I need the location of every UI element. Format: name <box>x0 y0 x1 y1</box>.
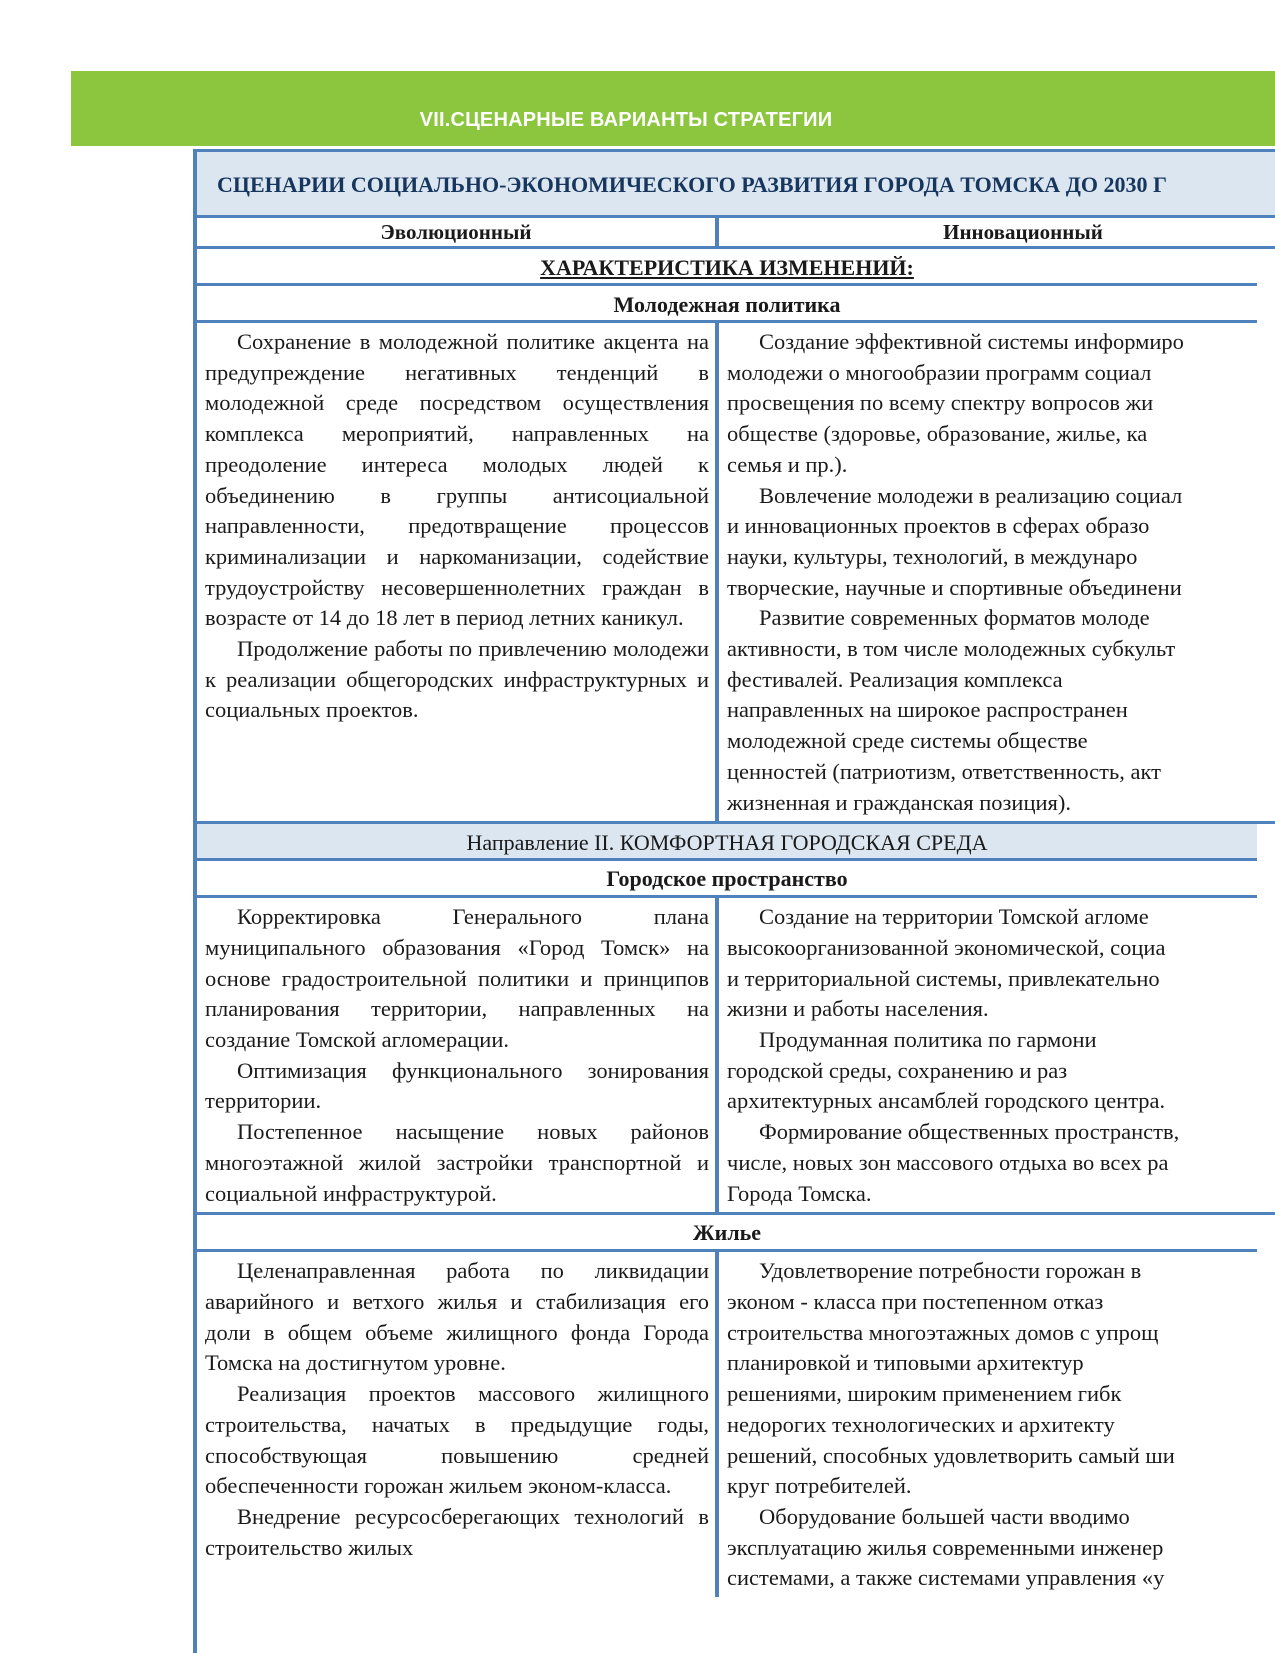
text-line: фестивалей. Реализация комплекса <box>727 666 1063 692</box>
paragraph: Корректировка Генерального плана муниципального образования «Город Томск» на основе градостроительной политики и принципов планирования территории, направленных на создание Томской агломерации. <box>205 904 709 1053</box>
changes-heading: ХАРАКТЕРИСТИКА ИЗМЕНЕНИЙ: <box>197 249 1257 286</box>
text-line: Создание на территории Томской агломе <box>759 904 1149 930</box>
text-line: просвещения по всему спектру вопросов жи <box>727 390 1154 416</box>
urban-space-innovative-cell <box>719 898 1275 1212</box>
text-line: недорогих технологических и архитекту <box>727 1411 1115 1437</box>
text-line: строительства многоэтажных домов с упрощ <box>727 1319 1159 1345</box>
youth-evolutionary-cell <box>197 323 719 821</box>
text-line: обществе (здоровье, образование, жилье, ка <box>727 421 1148 447</box>
text-line: Формирование общественных пространств, <box>759 1119 1180 1145</box>
paragraph <box>727 603 1273 818</box>
paragraph <box>727 902 1273 1025</box>
housing-row <box>197 1252 1275 1597</box>
text-line: и территориальной системы, привлекательно <box>727 965 1160 991</box>
table-title: СЦЕНАРИИ СОЦИАЛЬНО-ЭКОНОМИЧЕСКОГО РАЗВИТИЯ ГОРОДА ТОМСКА ДО 2030 Г <box>217 172 1167 197</box>
section-heading-youth: Молодежная политика <box>197 286 1257 323</box>
section-heading-housing: Жилье <box>197 1215 1257 1252</box>
text-line: семья и пр.). <box>727 451 848 477</box>
column-header-innovative-label: Инновационный <box>943 220 1103 244</box>
column-header-evolutionary: Эволюционный <box>197 218 719 246</box>
text-line: Города Томска. <box>727 1180 872 1206</box>
section-title: VII.СЦЕНАРНЫЕ ВАРИАНТЫ СТРАТЕГИИ <box>419 109 833 131</box>
table-title-band <box>197 152 1275 218</box>
paragraph <box>727 327 1273 481</box>
youth-row <box>197 323 1275 824</box>
text-line: решений, способных удовлетворить самый ши <box>727 1442 1175 1468</box>
text-line: планировкой и типовыми архитектур <box>727 1350 1084 1376</box>
text-line: числе, новых зон массового отдыха во всех ра <box>727 1149 1169 1175</box>
text-line: городской среды, сохранению и раз <box>727 1057 1068 1083</box>
text-line: круг потребителей. <box>727 1473 912 1499</box>
text-line: Продуманная политика по гармони <box>759 1027 1097 1053</box>
text-line: решениями, широким применением гибк <box>727 1381 1122 1407</box>
section-banner <box>71 71 1275 146</box>
paragraph <box>727 1256 1273 1502</box>
paragraph: Сохранение в молодежной политике акцента на предупреждение негативных тенденций в молодежной среде посредством осуществления комплекса мероприятий, направленных на преодоление интереса молодых людей к объединению в группы антисоциальной направленности, предотвращение процессов криминализации и наркоманизации, содействие трудоустройству несовершеннолетних граждан в возрасте от 14 до 18 лет в период летних каникул. <box>205 329 709 631</box>
paragraph <box>727 1025 1273 1117</box>
youth-innovative-cell <box>719 323 1275 821</box>
text-line: Создание эффективной системы информиро <box>759 329 1184 354</box>
text-line: молодежи о многообразии программ социал <box>727 359 1152 385</box>
section-heading-urban-space: Городское пространство <box>197 861 1257 898</box>
text-line: эконом - класса при постепенном отказ <box>727 1288 1104 1314</box>
paragraph: Внедрение ресурсосберегающих технологий в строительство жилых <box>205 1503 709 1560</box>
text-line: Оборудование большей части вводимо <box>759 1503 1130 1529</box>
paragraph: Продолжение работы по привлечению молодежи к реализации общегородских инфраструктурных и социальных проектов. <box>205 636 709 723</box>
text-line: науки, культуры, технологий, в междунаро <box>727 543 1138 569</box>
direction-heading: Направление II. КОМФОРТНАЯ ГОРОДСКАЯ СРЕДА <box>197 824 1257 861</box>
urban-space-evolutionary-cell <box>197 898 719 1212</box>
text-line: и инновационных проектов в сферах образо <box>727 513 1150 539</box>
text-line: жизни и работы населения. <box>727 996 989 1022</box>
text-line: системами, а также системами управления «у <box>727 1565 1165 1591</box>
column-headers <box>197 218 1275 249</box>
text-line: Развитие современных форматов молоде <box>759 605 1150 631</box>
paragraph <box>727 1502 1273 1594</box>
housing-evolutionary-cell <box>197 1252 719 1597</box>
text-line: архитектурных ансамблей городского центра. <box>727 1088 1166 1114</box>
paragraph <box>727 1117 1273 1209</box>
text-line: ценностей (патриотизм, ответственность, акт <box>727 758 1161 784</box>
text-line: жизненная и гражданская позиция). <box>727 789 1072 815</box>
text-line: творческие, научные и спортивные объединени <box>727 574 1182 600</box>
paragraph <box>727 481 1273 604</box>
text-line: Удовлетворение потребности горожан в <box>759 1258 1142 1284</box>
paragraph: Целенаправленная работа по ликвидации аварийного и ветхого жилья и стабилизация его доли в общем объеме жилищного фонда Города Томска на достигнутом уровне. <box>205 1258 709 1376</box>
paragraph: Реализация проектов массового жилищного строительства, начатых в предыдущие годы, способствующая повышению средней обеспеченности горожан жильем эконом-класса. <box>205 1381 709 1499</box>
housing-innovative-cell <box>719 1252 1275 1597</box>
text-line: активности, в том числе молодежных субкульт <box>727 636 1176 662</box>
scenario-table <box>193 149 1275 1653</box>
text-line: направленных на широкое распространен <box>727 697 1128 723</box>
urban-space-row <box>197 898 1275 1215</box>
column-header-innovative <box>719 218 1275 246</box>
text-line: высокоорганизованной экономической, социа <box>727 934 1166 960</box>
text-line: Вовлечение молодежи в реализацию социал <box>759 482 1183 508</box>
text-line: молодежной среде системы обществе <box>727 728 1088 754</box>
paragraph: Оптимизация функционального зонирования территории. <box>205 1057 709 1114</box>
text-line: эксплуатацию жилья современными инженер <box>727 1534 1164 1560</box>
paragraph: Постепенное насыщение новых районов многоэтажной жилой застройки транспортной и социальной инфраструктурой. <box>205 1119 709 1206</box>
